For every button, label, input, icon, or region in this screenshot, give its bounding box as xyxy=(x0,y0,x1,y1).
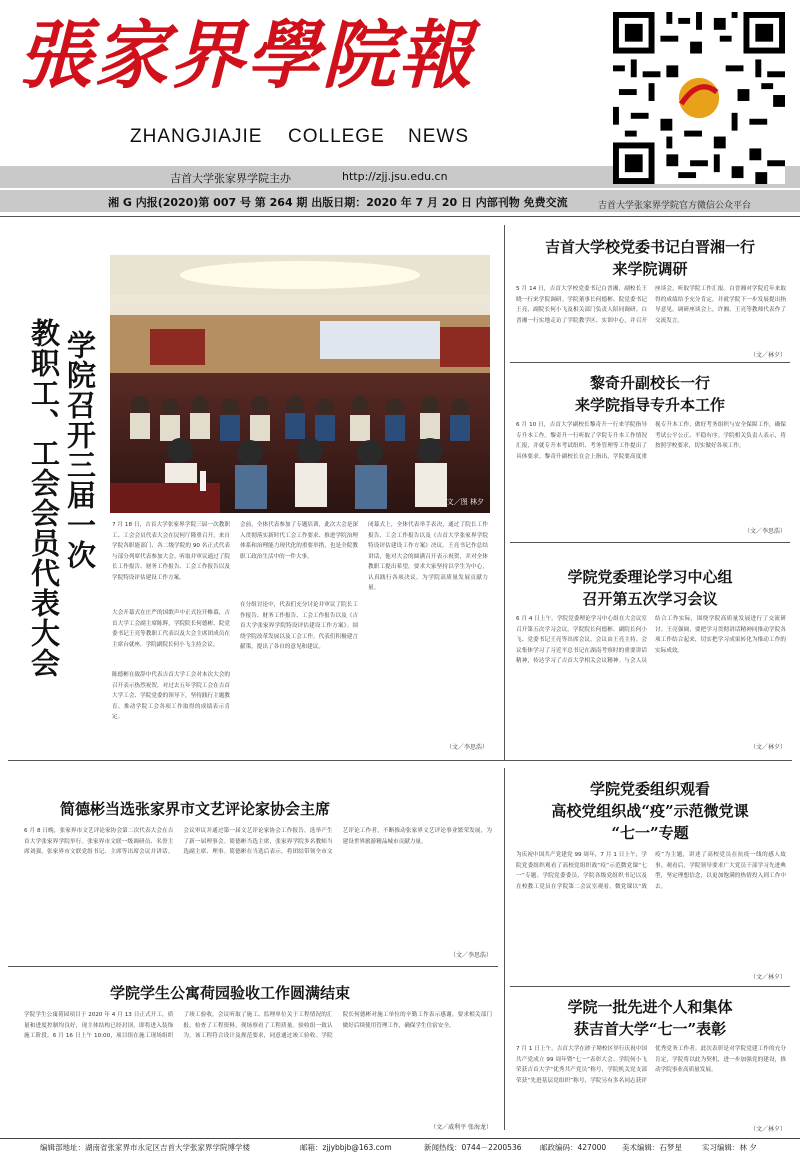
masthead-pinyin-3: NEWS xyxy=(408,126,469,147)
lead-byline: （文／李思浩） xyxy=(445,744,488,751)
article-4-body: 为庆祝中国共产党建党 99 周年，7 月 1 日上午，学院党委组织观看了高校党组织战“疫”示范微党课“七一”专题。学院党委委员、学院各级党组织书记以及在校教工党员在学院第二会议室观看。微党课以“战疫”为主题，讲述了高校党员在抗疫一线的感人故事。观看后，学院领导要求广大党员干部学习先进典型，坚定理想信念，以更加饱满的热情投入到工作中去。 xyxy=(516,852,786,890)
article-3-byline: （文／林夕） xyxy=(749,744,786,751)
lead-body-col-2: 会前，全体代表参加了专题培训，此次大会是深入贯彻落实新时代工会工作要求、推进学院治理体系和治理能力现代化的重要举措，也是全院教职工政治生活中的一件大事。 xyxy=(240,522,358,560)
mid-article-body: 6 月 8 日晚，张家界市文艺评论家协会第二次代表大会在吉首大学张家界学院举行。张家界市文联一级调研员、名誉主席刘强，张家界市文联党组书记、主席等出席会议并讲话。会议审议并通过第一届文艺评论家协会工作报告，选举产生了新一届理事会。简德彬当选主席，张家界学院多名教师当选副主席、理事。简德彬在当选后表示，将团结带领全市文艺评论工作者，不断推动张家界文艺评论事业繁荣发展，为建设世界旅游精品城市贡献力量。 xyxy=(24,828,492,855)
article-4-title-line-1: 学院党委组织观看 xyxy=(589,780,710,798)
column-divider-right xyxy=(504,225,505,760)
mid-article-title: 简德彬当选张家界市文艺评论家协会主席 xyxy=(60,800,331,818)
article-5-title-line-1: 学院一批先进个人和集体 xyxy=(567,998,733,1016)
footer-postcode: 邮政编码：427000 xyxy=(540,1143,607,1152)
meeting-photo xyxy=(110,255,490,513)
section-divider-1 xyxy=(8,760,792,761)
article-4-byline: （文／林夕） xyxy=(749,974,786,981)
article-5-byline: （文／林夕） xyxy=(749,1126,786,1133)
lead-body-col-1c: 陈德彬在致辞中代表吉首大学工会对本次大会的召开表示热烈祝贺，对过去五年学院工会在吉首大学工会、学院党委的领导下，坚持践行主题教育、推动学院工会各项工作取得的成绩表示肯定。 xyxy=(112,672,230,720)
article-4-title-line-3: “七一”专题 xyxy=(611,824,689,842)
article-1-title-line-1: 吉首大学校党委书记白晋湘一行 xyxy=(544,238,755,256)
footer-email[interactable]: 邮箱：zjjybbjb@163.com xyxy=(300,1143,392,1152)
footer-phone: 新闻热线：0744－2200536 xyxy=(424,1143,522,1152)
article-1-body: 5 月 14 日，吉首大学校党委书记白晋湘，副校长王晓一行来学院调研。学院董事长何德彬、院党委书记王亮、副院长何小飞及相关部门负责人陪同调研。白晋湘一行实地走访了学院教学区、实训中心，并召开座谈会，听取学院工作汇报。白晋湘对学院近年来取得的成绩给予充分肯定，并就学院下一步发展提出指导意见。调研座谈会上，许湘、王亮等教师代表作了交流发言。 xyxy=(516,286,786,324)
lead-title-line-1: 学院召开三届一次 xyxy=(63,330,97,570)
article-3-body: 6 月 4 日上午，学院党委理论学习中心组在大会议室召开第五次学习会议。学院院长何德彬、副院长何小飞、党委书记王亮等出席会议，会议由王亮主持。会议集体学习了习近平总书记在湖南考察时的重要讲话精神，传达学习了吉首大学相关会议精神。与会人员结合工作实际，围绕学院高质量发展进行了交流研讨。王亮强调，要把学习贯彻讲话精神同推动学院各项工作结合起来，切实把学习成果转化为推动工作的实际成效。 xyxy=(516,616,786,664)
lead-body-col-1b: 大会开幕式在庄严的国歌声中正式拉开帷幕，吉首大学工会副主席陈晖，学院院长何德彬、院党委书记王亮等教职工代表以及大会主席团成员在主席台就座，学院副院长何小飞主持会议。 xyxy=(112,610,230,648)
issue-info: 湘 G 内报(2020)第 007 号 第 264 期 出版日期：2020 年 7 月 20 日 内部刊物 免费交流 xyxy=(108,196,568,209)
section-divider-2 xyxy=(8,966,498,967)
article-2-byline: （文／李思浩） xyxy=(743,528,786,535)
mid-article-byline: （文／李思浩） xyxy=(449,952,492,959)
lead-body-col-2b: 在分组讨论中，代表们充分讨论并审议了院长工作报告、财务工作报告、工会工作报告以及《吉首大学张家界学院特设评估建设工作方案》。围绕学院改革发展以及工会工作，代表们积极建言献策，提出了各自的意见和建议。 xyxy=(240,602,358,650)
qr-code-icon xyxy=(613,12,785,184)
article-3-title-line-2: 召开第五次学习会议 xyxy=(582,590,718,608)
bottom-article-byline: （文／戚利平 张海龙） xyxy=(430,1124,492,1131)
masthead-divider xyxy=(0,216,800,217)
qr-caption: 吉首大学张家界学院官方微信公众平台 xyxy=(598,201,752,211)
footer-address: 编辑部地址：湖南省张家界市永定区吉首大学张家界学院博学楼 xyxy=(40,1143,250,1152)
article-2-title-line-2: 来学院指导专升本工作 xyxy=(574,396,725,414)
divider-a2 xyxy=(510,542,790,543)
masthead-pinyin-2: COLLEGE xyxy=(288,126,385,147)
article-1-byline: （文／林夕） xyxy=(749,352,786,359)
article-2-title-line-1: 黎奇升副校长一行 xyxy=(589,374,710,392)
masthead-pinyin-1: ZHANGJIAJIE xyxy=(130,126,263,147)
article-5-title-line-2: 获吉首大学“七一”表彰 xyxy=(573,1020,727,1038)
bottom-article-body: 学院学生公寓荷园项目于 2020 年 4 月 13 日正式开工，质量和进度控制均良好，现主体结构已经封顶，即将进入装饰施工阶段。6 月 16 日上午 10:00，项目组在施工现场组织了竣工验收。会议听取了施工、监理单位关于工程情况的汇报，检查了工程资料，现场察看了工程质量。验收组一致认为，该工程符合设计及规范要求，同意通过竣工验收。学院院长何德彬对施工单位的辛勤工作表示感谢，要求相关部门做好后续使用管理工作，确保学生住宿安全。 xyxy=(24,1012,492,1039)
divider-a1 xyxy=(510,362,790,363)
photo-credit: 文／图 林夕 xyxy=(446,498,484,506)
publisher-text: 吉首大学张家界学院主办 xyxy=(170,172,291,185)
article-3-title-line-1: 学院党委理论学习中心组 xyxy=(567,568,733,586)
article-4-title-line-2: 高校党组织战“疫”示范微党课 xyxy=(551,802,749,820)
column-divider-lower xyxy=(504,768,505,1130)
website-link[interactable]: http://zjj.jsu.edu.cn xyxy=(342,170,448,183)
divider-a4 xyxy=(510,986,790,987)
article-2-body: 6 月 10 日，吉首大学副校长黎奇升一行来学院指导专升本工作。黎奇升一行听取了学院专升本工作情况汇报，并就专升本考试组织、考务管理等工作提出了具体要求。黎奇升副校长在会上指出，学院要高度重视专升本工作，做好考务组织与安全保障工作，确保考试公平公正、平稳有序。学院相关负责人表示，将按照学校要求，切实做好各项工作。 xyxy=(516,422,786,460)
lead-body-col-3: 闭幕式上，全体代表举手表决，通过了院长工作报告、工会工作报告以及《吉首大学张家界学院特设评估建设工作方案》决议。王亮书记作总结讲话，他对大会的圆满召开表示祝贺，并对全体教职工提出希望，要求大家坚持以学生为中心，认真践行各项决议，为学院高质量发展贡献力量。 xyxy=(368,522,488,591)
footer-editor: 实习编辑：林 夕 xyxy=(702,1143,757,1152)
bottom-article-title: 学院学生公寓荷园验收工作圆满结束 xyxy=(110,984,351,1002)
newspaper-title: 張家界學院報 xyxy=(18,13,474,99)
lead-body-col-1: 7 月 18 日，吉首大学张家界学院三届一次教职工、工会会员代表大会在民何厅隆重召开。来自学院各职能部门、各二级学院的 90 名正式代表与部分列席代表参加大会。听取并审议通过了院长工作报告、财务工作报告、工会工作报告以及学院特设评估建设工作方案。 xyxy=(112,522,230,581)
article-5-body: 7 月 1 日上午，吉首大学在砂子坳校区举行庆祝中国共产党成立 99 周年暨“七一”表彰大会。学院何小飞荣获吉首大学“优秀共产党员”称号，学院机关党支部荣获“先进基层党组织”称号，学院另有多名同志获评优秀党务工作者。此次表彰是对学院党建工作的充分肯定，学院将以此为契机，进一步加强党的建设，推动学院事业高质量发展。 xyxy=(516,1046,786,1084)
lead-title-line-2: 教职工、工会会员代表大会 xyxy=(27,318,61,678)
article-1-title-line-2: 来学院调研 xyxy=(612,260,688,278)
footer-layout-editor: 美术编辑：石梦星 xyxy=(622,1143,682,1152)
